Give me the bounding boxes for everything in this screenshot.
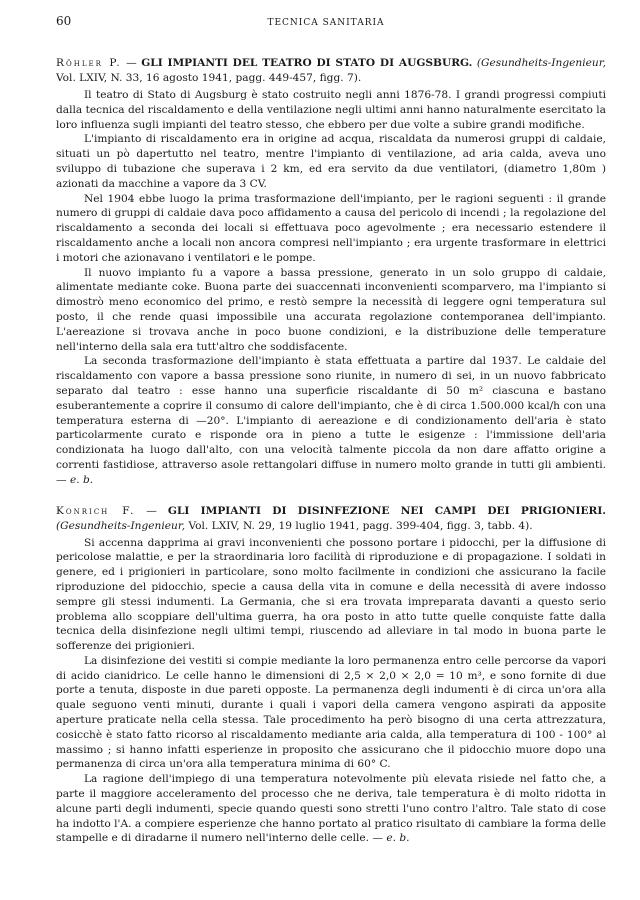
citation: Vol. LXIV, N. 29, 19 luglio 1941, pagg. 399-404, figg. 3, tabb. 4).: [185, 519, 533, 532]
article-heading: [56, 56, 606, 86]
paragraph: Il teatro di Stato di Augsburg è stato costruito negli anni 1876-78. I grandi progressi compiuti dalla tecnica del riscaldamento e della ventilazione negli ultimi anni hanno naturalmente esercitato la loro influenza sugli impianti del teatro stesso, che ebbero per due volte a subire grandi modifiche.: [56, 89, 606, 131]
paragraph-last: [56, 354, 606, 487]
heading-dash: —: [135, 504, 168, 517]
paragraph-text: La seconda trasformazione dell'impianto è stata effettuata a partire dal 1937. Le caldaie del riscaldamento con vapore a bassa pressione sono riunite, in numero di sei, in un nuovo fabbricato separato dal teatro : esse hanno una superficie riscaldante di 50 m² ciascuna e bastano esuberantemente a coprire il consumo di calore dell'impianto, che è di circa 1.500.000 kcal/h con una temperatura esterna di —20°. L'impianto di aereazione e di condizionamento dell'aria è stato particolarmente curato e risponde ora in pieno a tutte le esigenze : l'immissione dell'aria condizionata ha luogo dall'alto, con una velocità talmente piccola da non dare affatto origine a correnti fastidiose, attraverso asole rettangolari diffuse in numero molto grande in tutti gli ambienti.: [56, 355, 606, 471]
reviewer-signoff: — e. b.: [56, 473, 94, 486]
author: Konrich F.: [56, 504, 136, 517]
page-number: 60: [56, 14, 72, 28]
article-body: [56, 88, 606, 488]
paragraph: L'impianto di riscaldamento era in origine ad acqua, riscaldata da numerosi gruppi di caldaie, situati un pò dapertutto nel teatro, mentre l'impianto di ventilazione, ad aria calda, aveva uno sviluppo di tubazione che superava i 2 km, ed era servito da due ventilatori, (diametro 1,80m ) azionati da macchine a vapore da 3 CV.: [56, 133, 606, 190]
running-title: TECNICA SANITARIA: [267, 18, 385, 28]
article-title: GLI IMPIANTI DI DISINFEZIONE NEI CAMPI DEI PRIGIONIERI.: [167, 504, 606, 517]
journal-name: (Gesundheits-Ingenieur,: [56, 519, 186, 532]
paragraph: La disinfezione dei vestiti si compie mediante la loro permanenza entro celle percorse da vapori di acido cianidrico. Le celle hanno le dimensioni di 2,5 × 2,0 × 2,0 = 10 m³, e sono fornite di due porte a tenuta, disposte in due pareti opposte. La permanenza degli indumenti è di circa un'ora alla quale seguono venti minuti, durante i quali i vapori della camera vengono aspirati da apposite aperture praticate nella cella stessa. Tale procedimento ha però bisogno di una certa attrezzatura, cosicchè è stato fatto ricorso al riscaldamento mediante aria calda, alla temperatura di 100 - 100° al massimo ; si hanno infatti esperienze in proposito che assicurano che il pidocchio muore dopo una permanenza di circa un'ora alla temperatura minima di 60° C.: [56, 654, 606, 771]
reviewer-signoff: — e. b.: [369, 832, 410, 845]
journal-name: (Gesundheits-Ingenieur,: [476, 57, 606, 69]
author: Röhler P.: [56, 57, 122, 69]
article-body: [56, 536, 606, 847]
paragraph: Il nuovo impianto fu a vapore a bassa pressione, generato in un solo gruppo di caldaie, alimentate mediante coke. Buona parte dei suaccennati inconvenienti scomparvero, ma l'impianto si dimostrò meno economico del primo, e restò sempre la necessità di leggere ogni temperatura sul posto, il che rende quasi impossibile una accurata regolazione contemporanea dell'impianto. L'aereazione si trovava anche in poco buone condizioni, e la distribuzione delle temperature nell'interno della sala era tutt'altro che soddisfacente.: [56, 266, 606, 353]
abstract-augsburg-theatre: [56, 56, 606, 488]
abstract-prisoner-camp-disinfection: [56, 504, 606, 847]
citation: Vol. LXIV, N. 33, 16 agosto 1941, pagg. 449-457, figg. 7).: [56, 72, 362, 84]
paragraph: Nel 1904 ebbe luogo la prima trasformazione dell'impianto, per le ragioni seguenti : il grande numero di gruppi di caldaie dava poco affidamento a causa del pericolo di incendi ; la regolazione del riscaldamento a seconda dei locali si effettuava poco agevolmente ; era necessario estendere il riscaldamento anche a locali non ancora compresi nell'impianto ; era urgente trasformare in elettrici i motori che azionavano i ventilatori e le pompe.: [56, 192, 606, 264]
paragraph-last: [56, 772, 606, 846]
paragraph-text: La ragione dell'impiego di una temperatura notevolmente più elevata risiede nel fatto che, a parte il maggiore acceleramento del processo che ne deriva, tale temperatura è di molto ridotta in alcune parti degli indumenti, specie quando questi sono stretti l'uno contro l'altro. Tale stato di cose ha indotto l'A. a compiere esperienze che hanno portato al pratico risultato di cambiare la forma delle stampelle e di diradarne il numero nell'interno delle celle.: [56, 773, 606, 845]
heading-dash: —: [121, 57, 142, 69]
article-heading: [56, 504, 606, 534]
running-head: [56, 14, 606, 34]
paragraph: Si accenna dapprima ai gravi inconvenienti che possono portare i pidocchi, per la diffusione di pericolose malattie, e per la straordinaria loro facilità di riproduzione e di propagazione. I soldati in genere, ed i prigionieri in particolare, sono molto facilmente in condizioni che assicurano la facile riproduzione del pidocchio, specie a causa della vita in comune e della necessità di avere indosso sempre gli stessi indumenti. La Germania, che si era trovata impreparata davanti a questo serio problema allo scoppiare dell'ultima guerra, ha ora posto in atto tutte quelle conquiste fatte dalla tecnica della disinfezione negli ultimi tempi, riuscendo ad alleviare in tal modo in buona parte le sofferenze dei prigionieri.: [56, 536, 606, 653]
article-title: GLI IMPIANTI DEL TEATRO DI STATO DI AUGSBURG.: [141, 57, 473, 69]
